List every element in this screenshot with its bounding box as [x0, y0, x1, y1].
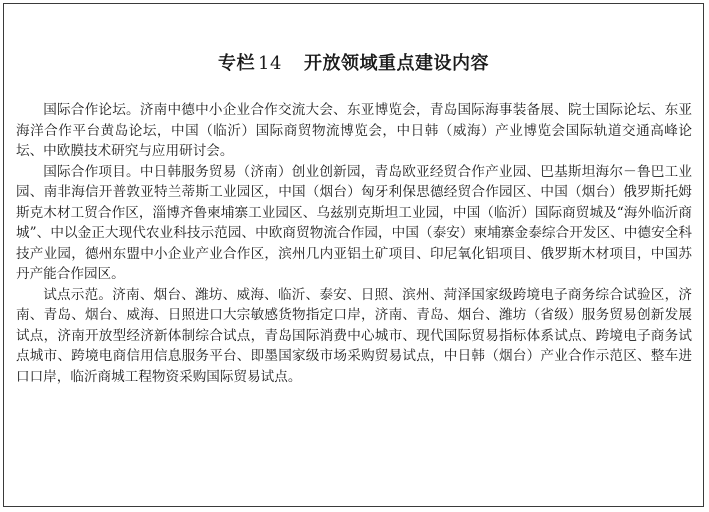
column-content [16, 100, 692, 387]
column-title [4, 53, 703, 75]
paragraph-pilot-demonstrations: 试点示范。济南、烟台、潍坊、威海、临沂、泰安、日照、滨州、菏泽国家级跨境电子商务综合试验区，济南、青岛、烟台、威海、日照进口大宗敏感货物指定口岸，济南、青岛、烟台、潍坊（省级）服务贸易创新发展试点，济南开放型经济新体制综合试点，青岛国际消费中心城市、现代国际贸易指标体系试点、跨境电子商务试点城市、跨境电商信用信息服务平台、即墨国家级市场采购贸易试点，中日韩（烟台）产业合作示范区、整车进口口岸，临沂商城工程物资采购国际贸易试点。 [16, 286, 692, 385]
column-title-number: 14 [258, 53, 282, 74]
paragraph-international-forums: 国际合作论坛。济南中德中小企业合作交流大会、东亚博览会，青岛国际海事装备展、院士国际论坛、东亚海洋合作平台黄岛论坛，中国（临沂）国际商贸物流博览会，中日韩（威海）产业博览会国际轨道交通高峰论坛、中欧膜技术研究与应用研讨会。 [16, 102, 692, 159]
column-title-text: 开放领域重点建设内容 [303, 53, 489, 74]
column-box [3, 3, 704, 507]
paragraph-international-projects: 国际合作项目。中日韩服务贸易（济南）创业创新园，青岛欧亚经贸合作产业园、巴基斯坦海尔－鲁巴工业园、南非海信开普敦亚特兰蒂斯工业园区，中国（烟台）匈牙利保思德经贸合作园区、中国（烟台）俄罗斯托姆斯克木材工贸合作区，淄博齐鲁柬埔寨工业园区、乌兹别克斯坦工业园，中国（临沂）国际商贸城及“海外临沂商城”、中以金正大现代农业科技示范园、中欧商贸物流合作园，中国（泰安）柬埔寨金泰综合开发区、中德安全科技产业园，德州东盟中小企业产业合作区，滨州几内亚铝土矿项目、印尼氧化铝项目、俄罗斯木材项目，中国苏丹产能合作园区。 [16, 163, 692, 282]
column-title-prefix: 专栏 [218, 53, 256, 74]
